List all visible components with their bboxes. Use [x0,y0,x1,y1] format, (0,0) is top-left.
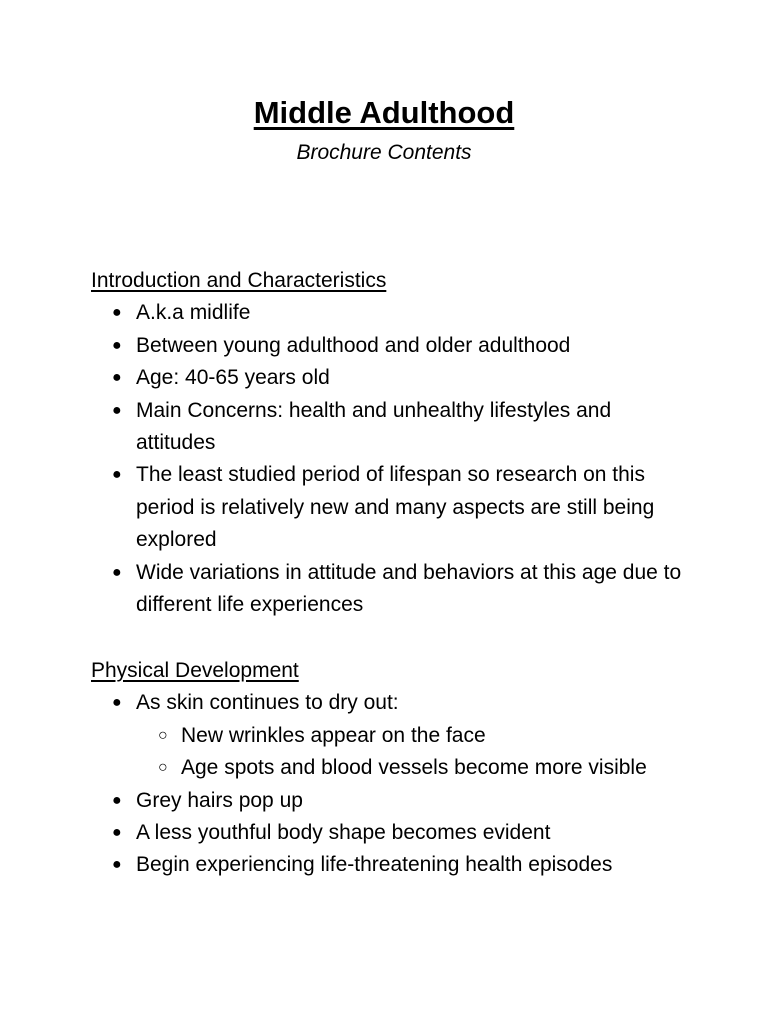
document-title: Middle Adulthood [253,95,515,130]
list-item-text: As skin continues to dry out: [136,691,399,715]
sub-bullet-list [136,720,691,785]
sub-list-item: ○ Age spots and blood vessels become more visible [136,752,691,784]
list-item: ● Grey hairs pop up [91,785,691,817]
section-heading: Physical Development [91,659,299,682]
list-item: ● Wide variations in attitude and behaviors at this age due to different life experiences [91,557,691,622]
list-item: ● A.k.a midlife [91,297,691,329]
bullet-list [91,297,691,621]
section-physical-development [91,655,691,882]
sub-list-item: ○ New wrinkles appear on the face [136,720,691,752]
list-item [91,687,691,784]
list-item: ● The least studied period of lifespan so research on this period is relatively new and many aspects are still being explored [91,459,691,556]
document-subtitle: Brochure Contents [296,141,472,164]
list-item: ● A less youthful body shape becomes evident [91,817,691,849]
list-item: ● Age: 40-65 years old [91,362,691,394]
section-heading: Introduction and Characteristics [91,269,387,292]
bullet-list [91,687,691,881]
list-item: ● Main Concerns: health and unhealthy lifestyles and attitudes [91,395,691,460]
list-item: ● Begin experiencing life-threatening health episodes [91,849,691,881]
section-introduction [91,265,691,621]
list-item: ● Between young adulthood and older adulthood [91,330,691,362]
